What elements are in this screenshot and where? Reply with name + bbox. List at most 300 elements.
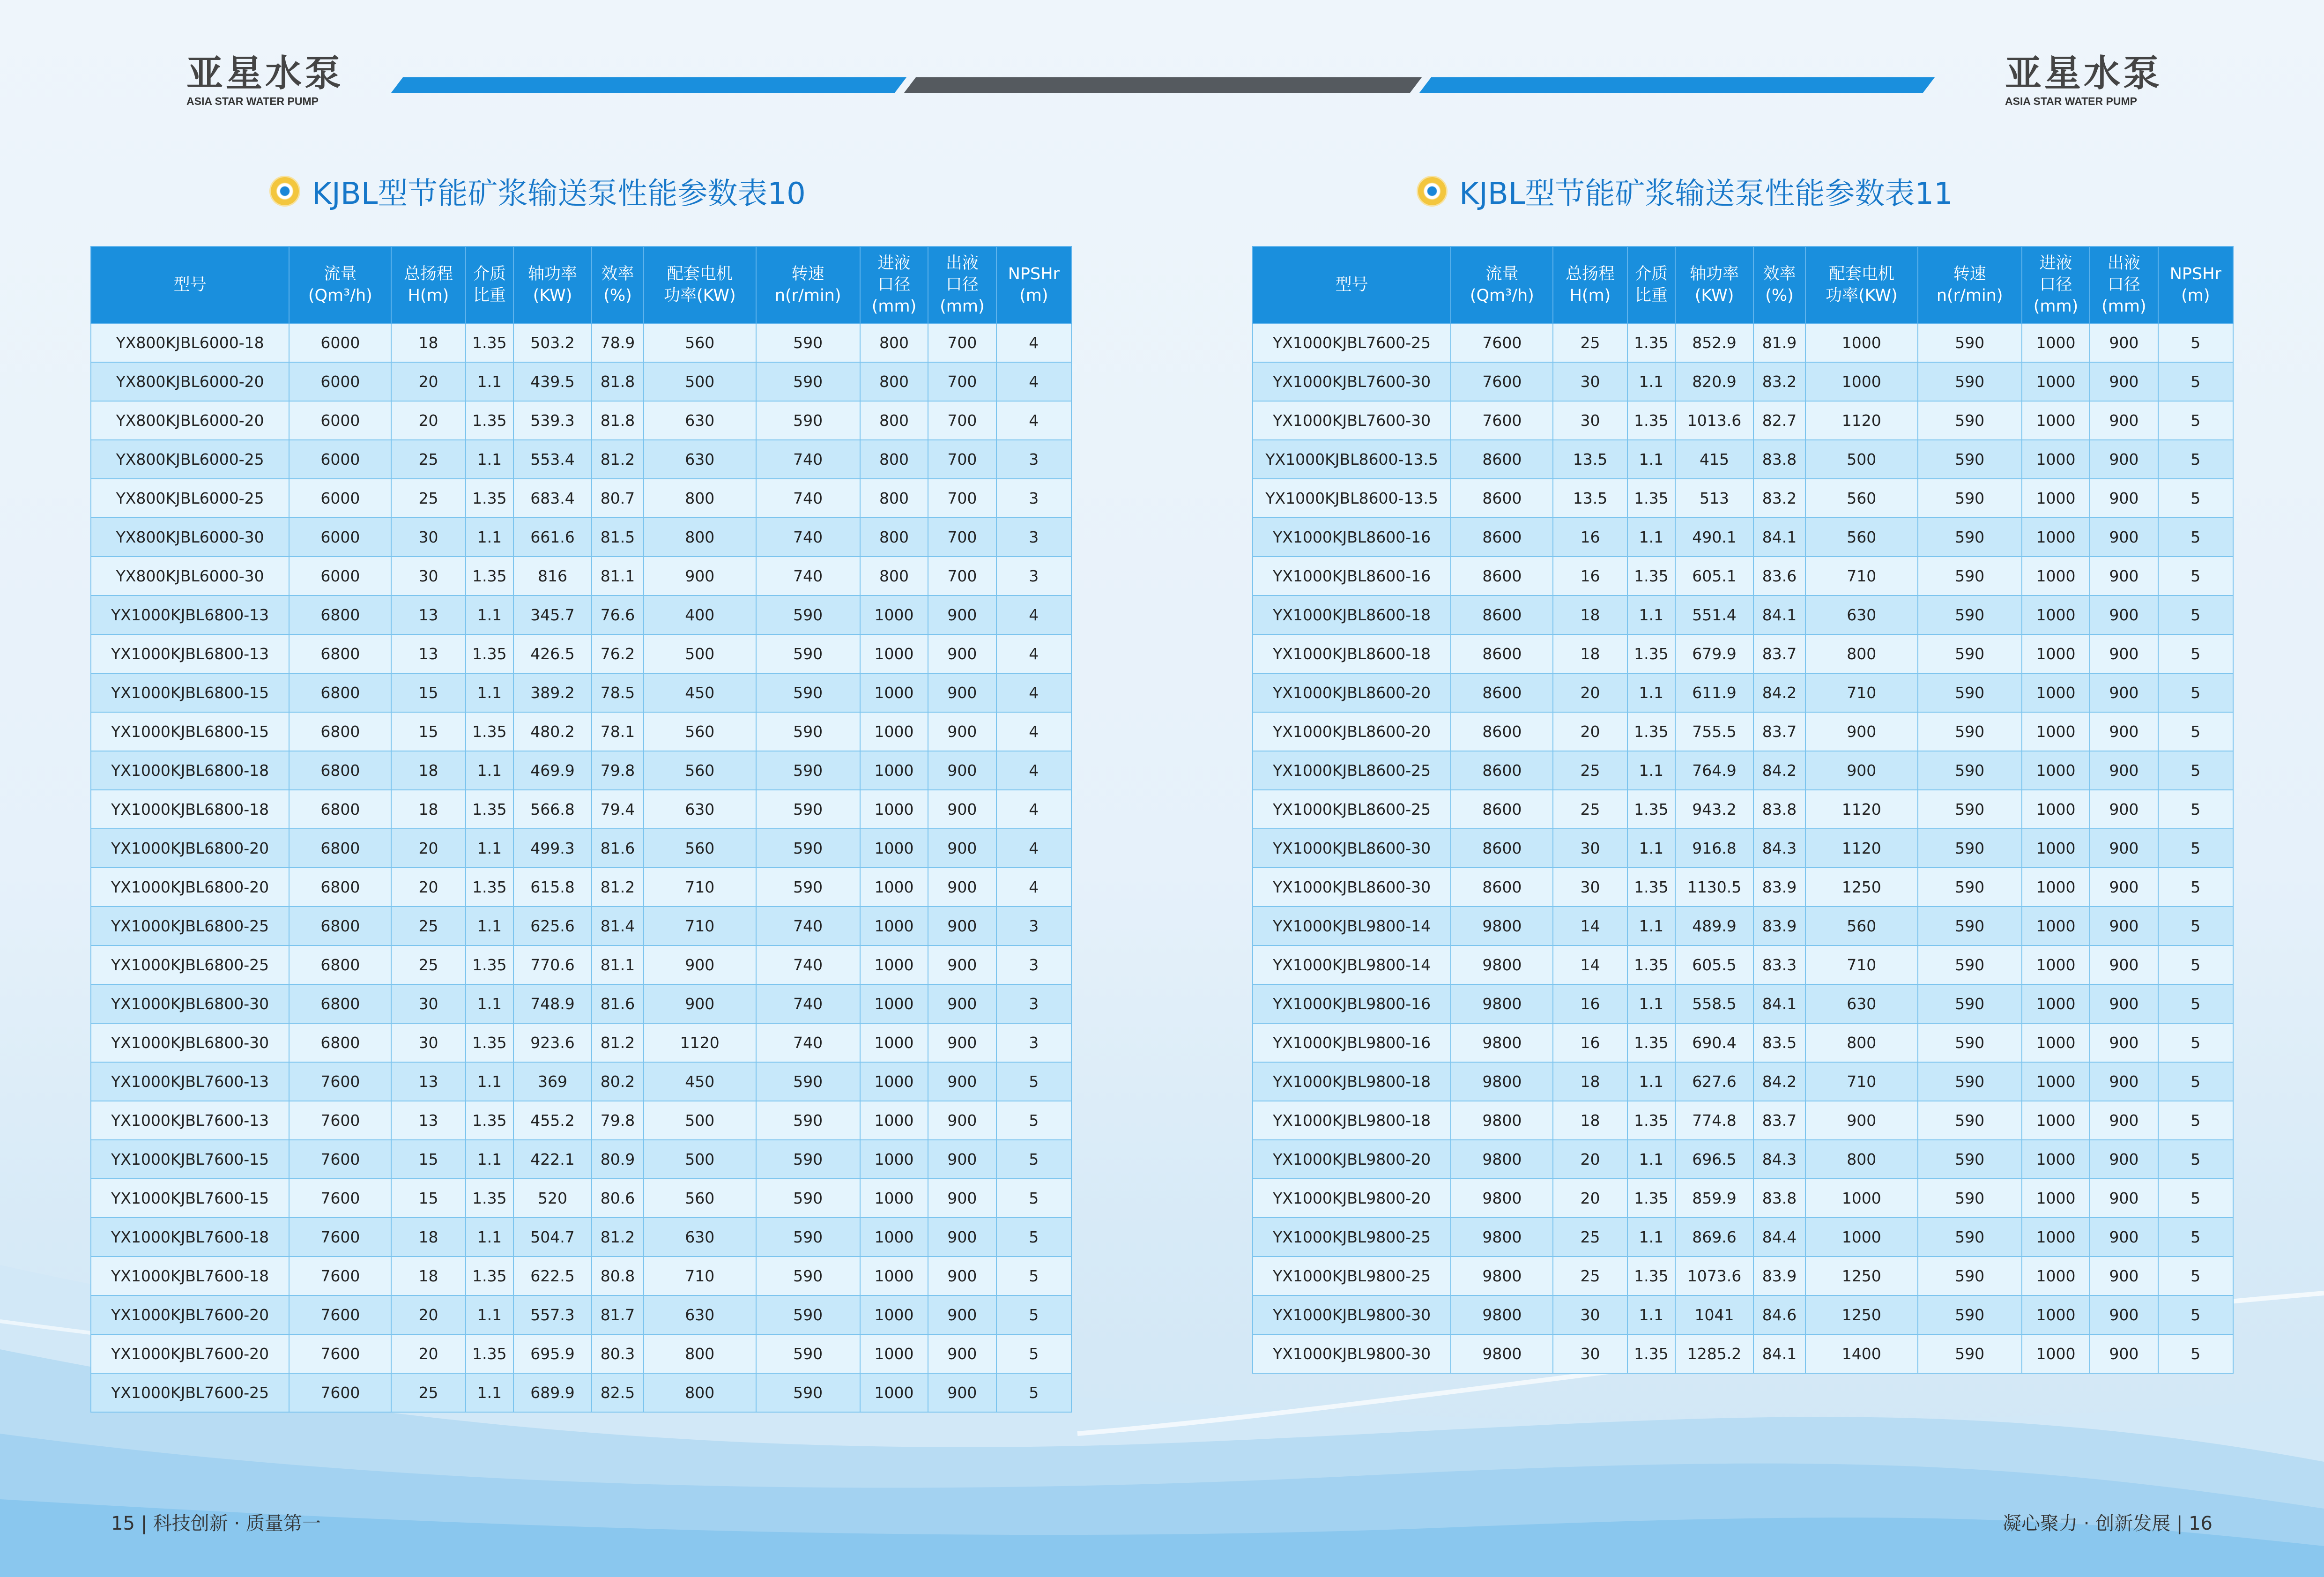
table-cell: 630 bbox=[644, 401, 756, 440]
model-cell: YX1000KJBL7600-20 bbox=[91, 1334, 289, 1373]
table-cell: 5 bbox=[2158, 829, 2233, 868]
table-cell: 1000 bbox=[860, 1062, 928, 1101]
table-cell: 3 bbox=[996, 518, 1071, 557]
table-cell: 1.35 bbox=[466, 557, 514, 595]
table-cell: 1.1 bbox=[1627, 440, 1676, 479]
table-row bbox=[1253, 1101, 2233, 1140]
column-header: 总扬程 H(m) bbox=[391, 246, 465, 323]
table-cell: 900 bbox=[2090, 479, 2158, 518]
table-cell: 9800 bbox=[1451, 1334, 1553, 1373]
table-cell: 900 bbox=[928, 673, 996, 712]
table-cell: 900 bbox=[928, 1140, 996, 1179]
table-title-text: KJBL型节能矿浆输送泵性能参数表11 bbox=[1459, 177, 1953, 211]
table-cell: 9800 bbox=[1451, 945, 1553, 984]
table-cell: 79.4 bbox=[592, 790, 644, 829]
table-cell: 1.1 bbox=[466, 1295, 514, 1334]
table-cell: 560 bbox=[644, 1179, 756, 1218]
table-cell: 1120 bbox=[1805, 829, 1917, 868]
model-cell: YX800KJBL6000-25 bbox=[91, 479, 289, 518]
table-cell: 30 bbox=[1553, 1334, 1627, 1373]
brand-name-cn: 亚星水泵 bbox=[186, 52, 344, 95]
table-cell: 6000 bbox=[289, 362, 391, 401]
table-cell: 900 bbox=[2090, 634, 2158, 673]
table-cell: 661.6 bbox=[513, 518, 592, 557]
column-header: 进液 口径 (mm) bbox=[2022, 246, 2090, 323]
table-cell: 6800 bbox=[289, 1023, 391, 1062]
table-cell: 1.35 bbox=[1627, 634, 1676, 673]
table-cell: 30 bbox=[1553, 362, 1627, 401]
model-cell: YX1000KJBL7600-18 bbox=[91, 1257, 289, 1295]
table-row bbox=[91, 1334, 1071, 1373]
table-cell: 4 bbox=[996, 829, 1071, 868]
table-cell: 630 bbox=[644, 790, 756, 829]
table-cell: 1000 bbox=[2022, 868, 2090, 907]
table-cell: 590 bbox=[756, 1101, 860, 1140]
table-cell: 20 bbox=[391, 1334, 465, 1373]
model-cell: YX1000KJBL6800-13 bbox=[91, 634, 289, 673]
table-cell: 1.1 bbox=[466, 1140, 514, 1179]
table-cell: 5 bbox=[996, 1101, 1071, 1140]
table-cell: 1073.6 bbox=[1675, 1257, 1753, 1295]
table-cell: 900 bbox=[2090, 1179, 2158, 1218]
model-cell: YX800KJBL6000-20 bbox=[91, 362, 289, 401]
table-row bbox=[1253, 401, 2233, 440]
table-cell: 900 bbox=[928, 1334, 996, 1373]
table-cell: 4 bbox=[996, 595, 1071, 634]
table-cell: 30 bbox=[391, 557, 465, 595]
column-header: 介质 比重 bbox=[466, 246, 514, 323]
table-cell: 7600 bbox=[1451, 401, 1553, 440]
table-cell: 81.8 bbox=[592, 401, 644, 440]
column-header: 轴功率 (KW) bbox=[1675, 246, 1753, 323]
table-cell: 630 bbox=[644, 440, 756, 479]
table-cell: 8600 bbox=[1451, 868, 1553, 907]
table-cell: 1.1 bbox=[466, 673, 514, 712]
table-cell: 1041 bbox=[1675, 1295, 1753, 1334]
column-header: 总扬程 H(m) bbox=[1553, 246, 1627, 323]
table-cell: 1000 bbox=[2022, 1101, 2090, 1140]
table-cell: 590 bbox=[756, 323, 860, 362]
column-header: 型号 bbox=[1253, 246, 1451, 323]
table-row bbox=[1253, 595, 2233, 634]
table-cell: 590 bbox=[1918, 945, 2022, 984]
model-cell: YX1000KJBL7600-18 bbox=[91, 1218, 289, 1257]
table-cell: 900 bbox=[2090, 907, 2158, 945]
table-cell: 500 bbox=[644, 1101, 756, 1140]
table-cell: 900 bbox=[2090, 557, 2158, 595]
model-cell: YX1000KJBL7600-15 bbox=[91, 1179, 289, 1218]
table-row bbox=[1253, 907, 2233, 945]
table-cell: 455.2 bbox=[513, 1101, 592, 1140]
column-header: 轴功率 (KW) bbox=[513, 246, 592, 323]
table-cell: 900 bbox=[928, 1218, 996, 1257]
model-cell: YX1000KJBL8600-30 bbox=[1253, 868, 1451, 907]
model-cell: YX1000KJBL7600-15 bbox=[91, 1140, 289, 1179]
table-cell: 81.7 bbox=[592, 1295, 644, 1334]
table-cell: 490.1 bbox=[1675, 518, 1753, 557]
table-cell: 1000 bbox=[2022, 518, 2090, 557]
table-cell: 6800 bbox=[289, 984, 391, 1023]
table-cell: 5 bbox=[2158, 1179, 2233, 1218]
table-cell: 590 bbox=[1918, 1140, 2022, 1179]
table-cell: 4 bbox=[996, 868, 1071, 907]
table-cell: 1.1 bbox=[466, 595, 514, 634]
table-cell: 590 bbox=[756, 790, 860, 829]
table-cell: 1000 bbox=[2022, 712, 2090, 751]
table-row bbox=[91, 712, 1071, 751]
table-cell: 1.35 bbox=[466, 1101, 514, 1140]
model-cell: YX1000KJBL9800-30 bbox=[1253, 1295, 1451, 1334]
table-cell: 900 bbox=[2090, 1140, 2158, 1179]
table-cell: 18 bbox=[391, 751, 465, 790]
table-cell: 1.35 bbox=[1627, 1257, 1676, 1295]
table-cell: 13 bbox=[391, 634, 465, 673]
table-cell: 611.9 bbox=[1675, 673, 1753, 712]
model-cell: YX1000KJBL8600-13.5 bbox=[1253, 479, 1451, 518]
table-cell: 6000 bbox=[289, 323, 391, 362]
model-cell: YX1000KJBL9800-18 bbox=[1253, 1062, 1451, 1101]
column-header: 型号 bbox=[91, 246, 289, 323]
table-cell: 1.35 bbox=[1627, 1179, 1676, 1218]
brand-name-cn: 亚星水泵 bbox=[2005, 52, 2163, 95]
table-row bbox=[91, 984, 1071, 1023]
table-cell: 83.8 bbox=[1753, 790, 1805, 829]
table-cell: 1000 bbox=[2022, 673, 2090, 712]
table-cell: 5 bbox=[2158, 595, 2233, 634]
table-cell: 770.6 bbox=[513, 945, 592, 984]
table-row bbox=[91, 673, 1071, 712]
table-cell: 590 bbox=[756, 362, 860, 401]
table-cell: 1000 bbox=[860, 907, 928, 945]
table-cell: 755.5 bbox=[1675, 712, 1753, 751]
table-row bbox=[1253, 1218, 2233, 1257]
model-cell: YX1000KJBL7600-30 bbox=[1253, 362, 1451, 401]
table-cell: 422.1 bbox=[513, 1140, 592, 1179]
table-cell: 560 bbox=[1805, 479, 1917, 518]
table-cell: 590 bbox=[1918, 1179, 2022, 1218]
table-cell: 5 bbox=[2158, 557, 2233, 595]
table-cell: 1000 bbox=[1805, 1218, 1917, 1257]
bullet-icon bbox=[271, 177, 299, 205]
table-cell: 900 bbox=[2090, 1101, 2158, 1140]
table-cell: 5 bbox=[2158, 518, 2233, 557]
table-cell: 6800 bbox=[289, 673, 391, 712]
table-cell: 1000 bbox=[860, 1334, 928, 1373]
table-cell: 30 bbox=[1553, 401, 1627, 440]
table-cell: 20 bbox=[1553, 1140, 1627, 1179]
table-cell: 1000 bbox=[860, 945, 928, 984]
table-cell: 83.9 bbox=[1753, 907, 1805, 945]
table-cell: 30 bbox=[391, 984, 465, 1023]
table-row bbox=[91, 634, 1071, 673]
table-cell: 1130.5 bbox=[1675, 868, 1753, 907]
table-cell: 1.35 bbox=[466, 712, 514, 751]
table-cell: 689.9 bbox=[513, 1373, 592, 1412]
table-cell: 590 bbox=[756, 712, 860, 751]
table-cell: 1.35 bbox=[1627, 945, 1676, 984]
table-cell: 5 bbox=[996, 1373, 1071, 1412]
table-cell: 520 bbox=[513, 1179, 592, 1218]
table-cell: 590 bbox=[756, 1295, 860, 1334]
model-cell: YX1000KJBL8600-16 bbox=[1253, 518, 1451, 557]
table-row bbox=[1253, 557, 2233, 595]
table-row bbox=[91, 595, 1071, 634]
table-cell: 710 bbox=[1805, 673, 1917, 712]
table-cell: 1013.6 bbox=[1675, 401, 1753, 440]
table-cell: 1.35 bbox=[466, 323, 514, 362]
table-cell: 590 bbox=[756, 595, 860, 634]
table-cell: 7600 bbox=[1451, 323, 1553, 362]
table-cell: 80.9 bbox=[592, 1140, 644, 1179]
table-cell: 5 bbox=[2158, 984, 2233, 1023]
model-cell: YX1000KJBL6800-25 bbox=[91, 907, 289, 945]
table-cell: 764.9 bbox=[1675, 751, 1753, 790]
table-cell: 5 bbox=[2158, 362, 2233, 401]
performance-table-left bbox=[90, 246, 1072, 1413]
model-cell: YX1000KJBL6800-25 bbox=[91, 945, 289, 984]
table-cell: 499.3 bbox=[513, 829, 592, 868]
table-cell: 78.1 bbox=[592, 712, 644, 751]
table-cell: 590 bbox=[756, 1257, 860, 1295]
table-cell: 710 bbox=[644, 1257, 756, 1295]
table-cell: 25 bbox=[391, 907, 465, 945]
table-cell: 439.5 bbox=[513, 362, 592, 401]
table-cell: 900 bbox=[2090, 1257, 2158, 1295]
table-title-right bbox=[1418, 170, 1953, 213]
table-cell: 800 bbox=[860, 401, 928, 440]
table-cell: 539.3 bbox=[513, 401, 592, 440]
table-cell: 5 bbox=[2158, 1062, 2233, 1101]
table-cell: 690.4 bbox=[1675, 1023, 1753, 1062]
table-title-text: KJBL型节能矿浆输送泵性能参数表10 bbox=[312, 177, 806, 211]
table-cell: 700 bbox=[928, 557, 996, 595]
table-cell: 700 bbox=[928, 518, 996, 557]
table-cell: 3 bbox=[996, 907, 1071, 945]
table-cell: 1.35 bbox=[1627, 712, 1676, 751]
table-cell: 81.6 bbox=[592, 984, 644, 1023]
table-row bbox=[1253, 868, 2233, 907]
table-cell: 18 bbox=[391, 1218, 465, 1257]
table-cell: 800 bbox=[860, 518, 928, 557]
table-cell: 13.5 bbox=[1553, 479, 1627, 518]
column-header: NPSHr (m) bbox=[2158, 246, 2233, 323]
table-cell: 1.35 bbox=[466, 1334, 514, 1373]
table-cell: 551.4 bbox=[1675, 595, 1753, 634]
table-cell: 5 bbox=[2158, 1295, 2233, 1334]
table-cell: 30 bbox=[1553, 829, 1627, 868]
table-cell: 900 bbox=[644, 984, 756, 1023]
model-cell: YX800KJBL6000-20 bbox=[91, 401, 289, 440]
column-header: 转速 n(r/min) bbox=[756, 246, 860, 323]
table-cell: 1000 bbox=[2022, 1295, 2090, 1334]
model-cell: YX1000KJBL9800-30 bbox=[1253, 1334, 1451, 1373]
table-cell: 590 bbox=[1918, 595, 2022, 634]
table-cell: 5 bbox=[2158, 1023, 2233, 1062]
table-cell: 630 bbox=[1805, 984, 1917, 1023]
table-cell: 590 bbox=[1918, 401, 2022, 440]
table-row bbox=[1253, 673, 2233, 712]
table-cell: 8600 bbox=[1451, 712, 1553, 751]
table-cell: 800 bbox=[1805, 634, 1917, 673]
table-cell: 590 bbox=[756, 634, 860, 673]
model-cell: YX1000KJBL6800-20 bbox=[91, 868, 289, 907]
table-cell: 5 bbox=[996, 1257, 1071, 1295]
table-cell: 740 bbox=[756, 945, 860, 984]
table-cell: 900 bbox=[928, 907, 996, 945]
table-cell: 4 bbox=[996, 634, 1071, 673]
table-cell: 25 bbox=[1553, 1257, 1627, 1295]
table-cell: 15 bbox=[391, 673, 465, 712]
table-row bbox=[1253, 1140, 2233, 1179]
table-cell: 20 bbox=[391, 1295, 465, 1334]
table-cell: 900 bbox=[928, 1101, 996, 1140]
table-cell: 590 bbox=[756, 751, 860, 790]
table-row bbox=[91, 829, 1071, 868]
table-cell: 695.9 bbox=[513, 1334, 592, 1373]
table-cell: 1000 bbox=[860, 634, 928, 673]
table-cell: 1000 bbox=[860, 712, 928, 751]
table-cell: 740 bbox=[756, 518, 860, 557]
model-cell: YX1000KJBL9800-18 bbox=[1253, 1101, 1451, 1140]
table-cell: 900 bbox=[928, 790, 996, 829]
table-cell: 83.9 bbox=[1753, 1257, 1805, 1295]
column-header: 效率 (%) bbox=[592, 246, 644, 323]
table-cell: 1000 bbox=[1805, 362, 1917, 401]
header-stripe bbox=[0, 0, 2324, 103]
table-cell: 8600 bbox=[1451, 479, 1553, 518]
table-cell: 1000 bbox=[860, 1023, 928, 1062]
table-cell: 84.6 bbox=[1753, 1295, 1805, 1334]
table-cell: 8600 bbox=[1451, 518, 1553, 557]
table-cell: 1000 bbox=[2022, 945, 2090, 984]
table-cell: 605.5 bbox=[1675, 945, 1753, 984]
table-row bbox=[91, 362, 1071, 401]
table-cell: 16 bbox=[1553, 557, 1627, 595]
table-cell: 700 bbox=[928, 323, 996, 362]
table-cell: 81.1 bbox=[592, 557, 644, 595]
table-cell: 25 bbox=[391, 945, 465, 984]
table-cell: 900 bbox=[2090, 1023, 2158, 1062]
table-cell: 900 bbox=[1805, 1101, 1917, 1140]
table-cell: 83.7 bbox=[1753, 1101, 1805, 1140]
table-cell: 513 bbox=[1675, 479, 1753, 518]
table-cell: 503.2 bbox=[513, 323, 592, 362]
table-cell: 1000 bbox=[2022, 790, 2090, 829]
table-cell: 84.3 bbox=[1753, 829, 1805, 868]
table-cell: 800 bbox=[644, 1334, 756, 1373]
table-title-left bbox=[271, 170, 806, 213]
table-cell: 627.6 bbox=[1675, 1062, 1753, 1101]
model-cell: YX1000KJBL7600-25 bbox=[91, 1373, 289, 1412]
table-cell: 80.6 bbox=[592, 1179, 644, 1218]
table-cell: 1.1 bbox=[1627, 595, 1676, 634]
table-cell: 1000 bbox=[1805, 323, 1917, 362]
table-row bbox=[1253, 440, 2233, 479]
table-row bbox=[1253, 984, 2233, 1023]
table-cell: 557.3 bbox=[513, 1295, 592, 1334]
table-cell: 83.7 bbox=[1753, 634, 1805, 673]
table-cell: 590 bbox=[1918, 440, 2022, 479]
table-cell: 6800 bbox=[289, 945, 391, 984]
table-row bbox=[91, 1062, 1071, 1101]
table-cell: 84.2 bbox=[1753, 673, 1805, 712]
table-cell: 83.5 bbox=[1753, 1023, 1805, 1062]
table-cell: 800 bbox=[860, 557, 928, 595]
table-cell: 5 bbox=[2158, 1334, 2233, 1373]
table-cell: 16 bbox=[1553, 1023, 1627, 1062]
model-cell: YX1000KJBL9800-16 bbox=[1253, 1023, 1451, 1062]
table-cell: 80.8 bbox=[592, 1257, 644, 1295]
table-cell: 5 bbox=[996, 1295, 1071, 1334]
table-cell: 1000 bbox=[2022, 479, 2090, 518]
table-cell: 5 bbox=[996, 1140, 1071, 1179]
table-cell: 740 bbox=[756, 984, 860, 1023]
table-cell: 1000 bbox=[860, 1373, 928, 1412]
table-cell: 1.35 bbox=[1627, 323, 1676, 362]
table-cell: 7600 bbox=[289, 1101, 391, 1140]
table-cell: 900 bbox=[928, 1179, 996, 1218]
table-cell: 1400 bbox=[1805, 1334, 1917, 1373]
table-row bbox=[91, 401, 1071, 440]
table-cell: 79.8 bbox=[592, 751, 644, 790]
table-cell: 7600 bbox=[289, 1062, 391, 1101]
table-cell: 590 bbox=[1918, 634, 2022, 673]
table-cell: 400 bbox=[644, 595, 756, 634]
table-cell: 700 bbox=[928, 401, 996, 440]
table-row bbox=[1253, 1257, 2233, 1295]
table-cell: 5 bbox=[2158, 634, 2233, 673]
table-cell: 4 bbox=[996, 673, 1071, 712]
model-cell: YX1000KJBL6800-30 bbox=[91, 1023, 289, 1062]
table-cell: 900 bbox=[2090, 712, 2158, 751]
table-cell: 748.9 bbox=[513, 984, 592, 1023]
column-header: 配套电机 功率(KW) bbox=[644, 246, 756, 323]
table-cell: 6800 bbox=[289, 595, 391, 634]
table-cell: 4 bbox=[996, 323, 1071, 362]
table-cell: 1000 bbox=[860, 790, 928, 829]
table-cell: 1000 bbox=[860, 1257, 928, 1295]
table-cell: 590 bbox=[1918, 829, 2022, 868]
table-cell: 83.8 bbox=[1753, 440, 1805, 479]
table-cell: 16 bbox=[1553, 518, 1627, 557]
table-cell: 800 bbox=[860, 362, 928, 401]
table-cell: 900 bbox=[2090, 323, 2158, 362]
table-cell: 900 bbox=[2090, 595, 2158, 634]
table-cell: 590 bbox=[1918, 1062, 2022, 1101]
model-cell: YX1000KJBL9800-16 bbox=[1253, 984, 1451, 1023]
table-cell: 18 bbox=[1553, 595, 1627, 634]
table-cell: 558.5 bbox=[1675, 984, 1753, 1023]
table-cell: 25 bbox=[1553, 1218, 1627, 1257]
table-cell: 605.1 bbox=[1675, 557, 1753, 595]
model-cell: YX1000KJBL8600-18 bbox=[1253, 595, 1451, 634]
table-cell: 30 bbox=[391, 1023, 465, 1062]
table-cell: 1.35 bbox=[466, 945, 514, 984]
table-cell: 590 bbox=[1918, 362, 2022, 401]
table-cell: 1000 bbox=[2022, 323, 2090, 362]
table-cell: 900 bbox=[2090, 984, 2158, 1023]
table-cell: 25 bbox=[1553, 751, 1627, 790]
table-cell: 590 bbox=[756, 401, 860, 440]
table-cell: 500 bbox=[644, 634, 756, 673]
table-cell: 900 bbox=[2090, 518, 2158, 557]
table-cell: 9800 bbox=[1451, 1140, 1553, 1179]
table-cell: 683.4 bbox=[513, 479, 592, 518]
table-cell: 81.2 bbox=[592, 440, 644, 479]
table-cell: 4 bbox=[996, 401, 1071, 440]
table-row bbox=[91, 1218, 1071, 1257]
table-cell: 14 bbox=[1553, 907, 1627, 945]
